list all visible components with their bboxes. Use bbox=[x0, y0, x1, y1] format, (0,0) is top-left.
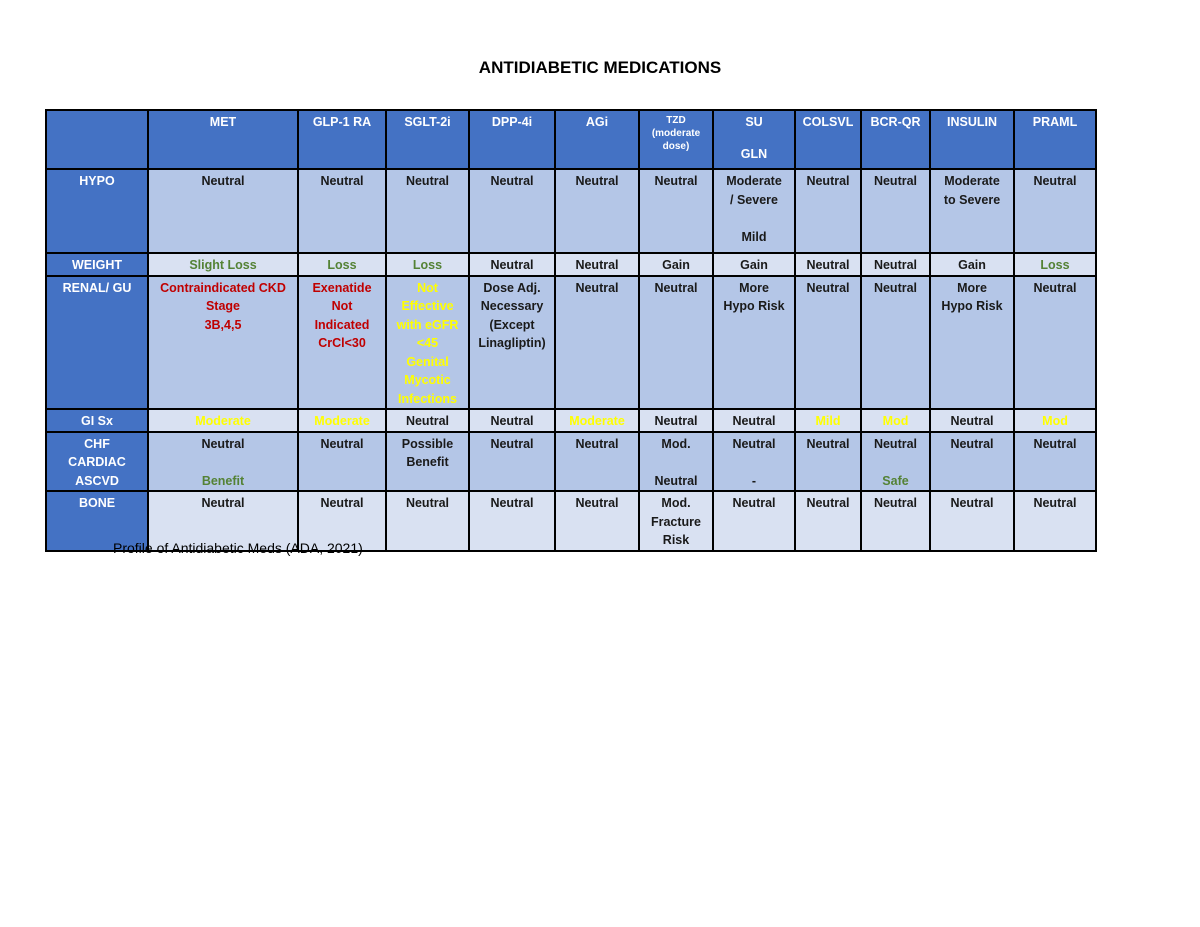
cell-gi-agi: Moderate bbox=[555, 409, 639, 432]
cell-renal-glp1-line1: Exenatide bbox=[312, 280, 372, 295]
cell-renal-glp1-line4: CrCl<30 bbox=[318, 336, 366, 350]
cell-gi-insulin: Neutral bbox=[930, 409, 1014, 432]
row-weight bbox=[46, 253, 1096, 276]
cell-chf-bcrqr-line1: Neutral bbox=[873, 436, 918, 451]
header-tzd-line1: TZD bbox=[666, 115, 686, 126]
cell-gi-su: Neutral bbox=[713, 409, 795, 432]
cell-chf-tzd-line1: Mod. bbox=[661, 436, 691, 451]
cell-chf-bcrqr bbox=[861, 432, 930, 492]
header-praml: PRAML bbox=[1014, 110, 1096, 169]
row-gi bbox=[46, 409, 1096, 432]
cell-chf-sglt2-line1: Possible bbox=[401, 436, 454, 451]
cell-chf-met bbox=[148, 432, 298, 492]
cell-hypo-agi: Neutral bbox=[555, 169, 639, 253]
cell-renal-insulin-line2: Hypo Risk bbox=[941, 299, 1003, 313]
cell-chf-praml: Neutral bbox=[1014, 432, 1096, 492]
cell-hypo-insulin-line1: Moderate bbox=[944, 174, 1000, 188]
cell-weight-dpp4: Neutral bbox=[469, 253, 555, 276]
cell-chf-su-line2: - bbox=[751, 473, 757, 488]
cell-weight-sglt2: Loss bbox=[386, 253, 469, 276]
cell-weight-insulin: Gain bbox=[930, 253, 1014, 276]
cell-hypo-tzd: Neutral bbox=[639, 169, 713, 253]
header-tzd bbox=[639, 110, 713, 169]
cell-renal-colsvl: Neutral bbox=[795, 276, 861, 410]
cell-gi-met: Moderate bbox=[148, 409, 298, 432]
header-su bbox=[713, 110, 795, 169]
cell-hypo-insulin bbox=[930, 169, 1014, 253]
cell-hypo-insulin-line2: to Severe bbox=[943, 192, 1001, 207]
cell-renal-bcrqr: Neutral bbox=[861, 276, 930, 410]
row-renal bbox=[46, 276, 1096, 410]
cell-hypo-praml: Neutral bbox=[1014, 169, 1096, 253]
cell-renal-sglt2-line7: Infections bbox=[397, 391, 458, 406]
cell-chf-sglt2 bbox=[386, 432, 469, 492]
header-tzd-line3: dose) bbox=[662, 141, 690, 152]
row-label-chf-line3: ASCVD bbox=[75, 473, 119, 488]
row-label-bone: BONE bbox=[46, 491, 148, 551]
header-corner bbox=[46, 110, 148, 169]
cell-hypo-su bbox=[713, 169, 795, 253]
cell-weight-glp1: Loss bbox=[298, 253, 386, 276]
cell-gi-colsvl: Mild bbox=[795, 409, 861, 432]
cell-renal-sglt2-line3: with eGFR bbox=[396, 317, 459, 332]
cell-weight-met: Slight Loss bbox=[148, 253, 298, 276]
cell-chf-su bbox=[713, 432, 795, 492]
cell-renal-dpp4-line4: Linagliptin) bbox=[478, 336, 546, 350]
cell-bone-colsvl: Neutral bbox=[795, 491, 861, 551]
cell-chf-tzd-line2: Neutral bbox=[654, 473, 698, 488]
cell-chf-glp1: Neutral bbox=[298, 432, 386, 492]
table-caption: Profile of Antidiabetic Meds (ADA, 2021) bbox=[113, 540, 363, 556]
cell-renal-met-line1: Contraindicated CKD bbox=[160, 280, 286, 295]
row-label-chf bbox=[46, 432, 148, 492]
cell-renal-su bbox=[713, 276, 795, 410]
cell-renal-sglt2-line4: <45 bbox=[416, 336, 439, 350]
cell-renal-sglt2-line6: Mycotic bbox=[404, 373, 451, 387]
cell-bone-tzd-line3: Risk bbox=[662, 533, 690, 547]
cell-bone-sglt2: Neutral bbox=[386, 491, 469, 551]
cell-bone-insulin: Neutral bbox=[930, 491, 1014, 551]
cell-bone-bcrqr: Neutral bbox=[861, 491, 930, 551]
medications-table bbox=[45, 109, 1097, 552]
cell-renal-met bbox=[148, 276, 298, 410]
cell-weight-colsvl: Neutral bbox=[795, 253, 861, 276]
cell-hypo-met: Neutral bbox=[148, 169, 298, 253]
cell-renal-dpp4-line3: (Except bbox=[489, 317, 535, 332]
cell-bone-tzd-line1: Mod. bbox=[661, 496, 691, 510]
cell-renal-glp1 bbox=[298, 276, 386, 410]
cell-bone-tzd-line2: Fracture bbox=[650, 514, 702, 529]
row-label-chf-line1: CHF bbox=[84, 436, 110, 451]
cell-hypo-su-line2: / Severe bbox=[730, 192, 778, 207]
row-label-chf-line2: CARDIAC bbox=[68, 455, 126, 469]
cell-chf-su-line1: Neutral bbox=[732, 436, 776, 451]
header-dpp4: DPP-4i bbox=[469, 110, 555, 169]
row-label-weight: WEIGHT bbox=[46, 253, 148, 276]
header-row bbox=[46, 110, 1096, 169]
row-label-renal: RENAL/ GU bbox=[46, 276, 148, 410]
cell-hypo-su-line1: Moderate bbox=[726, 174, 782, 188]
cell-renal-praml: Neutral bbox=[1014, 276, 1096, 410]
cell-chf-met-line1: Neutral bbox=[201, 436, 245, 451]
cell-hypo-bcrqr: Neutral bbox=[861, 169, 930, 253]
cell-weight-su: Gain bbox=[713, 253, 795, 276]
header-insulin: INSULIN bbox=[930, 110, 1014, 169]
cell-renal-agi: Neutral bbox=[555, 276, 639, 410]
cell-chf-dpp4: Neutral bbox=[469, 432, 555, 492]
cell-hypo-dpp4: Neutral bbox=[469, 169, 555, 253]
cell-renal-dpp4 bbox=[469, 276, 555, 410]
cell-gi-bcrqr: Mod bbox=[861, 409, 930, 432]
cell-chf-met-line2: Benefit bbox=[201, 473, 245, 488]
cell-renal-tzd: Neutral bbox=[639, 276, 713, 410]
cell-renal-sglt2-line2: Effective bbox=[401, 299, 454, 313]
header-agi: AGi bbox=[555, 110, 639, 169]
cell-renal-dpp4-line2: Necessary bbox=[480, 299, 544, 313]
header-glp1: GLP-1 RA bbox=[298, 110, 386, 169]
cell-gi-praml: Mod bbox=[1014, 409, 1096, 432]
cell-renal-glp1-line2: Not bbox=[331, 299, 353, 313]
cell-bone-met: Neutral bbox=[148, 491, 298, 551]
cell-bone-agi: Neutral bbox=[555, 491, 639, 551]
header-colsvl: COLSVL bbox=[795, 110, 861, 169]
cell-renal-su-line2: Hypo Risk bbox=[723, 299, 785, 313]
cell-renal-met-line3: 3B,4,5 bbox=[204, 317, 242, 332]
header-sglt2: SGLT-2i bbox=[386, 110, 469, 169]
header-met: MET bbox=[148, 110, 298, 169]
cell-renal-su-line1: More bbox=[739, 280, 769, 295]
cell-chf-bcrqr-line2: Safe bbox=[882, 473, 909, 488]
cell-chf-colsvl: Neutral bbox=[795, 432, 861, 492]
cell-hypo-colsvl: Neutral bbox=[795, 169, 861, 253]
cell-chf-insulin: Neutral bbox=[930, 432, 1014, 492]
header-tzd-line2: (moderate bbox=[651, 128, 701, 139]
cell-bone-praml: Neutral bbox=[1014, 491, 1096, 551]
cell-renal-dpp4-line1: Dose Adj. bbox=[483, 280, 541, 295]
cell-weight-tzd: Gain bbox=[639, 253, 713, 276]
cell-hypo-sglt2: Neutral bbox=[386, 169, 469, 253]
cell-renal-sglt2-line1: Not bbox=[417, 280, 438, 295]
cell-renal-glp1-line3: Indicated bbox=[314, 317, 370, 332]
cell-renal-insulin bbox=[930, 276, 1014, 410]
cell-chf-tzd bbox=[639, 432, 713, 492]
row-label-hypo: HYPO bbox=[46, 169, 148, 253]
row-chf bbox=[46, 432, 1096, 492]
header-su-label: SU bbox=[745, 115, 763, 129]
row-label-gi: GI Sx bbox=[46, 409, 148, 432]
cell-renal-met-line2: Stage bbox=[205, 299, 241, 313]
cell-renal-sglt2-line5: Genital bbox=[406, 354, 449, 369]
cell-renal-insulin-line1: More bbox=[957, 280, 987, 295]
cell-chf-sglt2-line2: Benefit bbox=[406, 455, 449, 469]
header-gln-label: GLN bbox=[740, 146, 768, 161]
cell-gi-glp1: Moderate bbox=[298, 409, 386, 432]
cell-renal-sglt2 bbox=[386, 276, 469, 410]
cell-bone-tzd bbox=[639, 491, 713, 551]
cell-gi-tzd: Neutral bbox=[639, 409, 713, 432]
cell-gi-sglt2: Neutral bbox=[386, 409, 469, 432]
row-hypo bbox=[46, 169, 1096, 253]
cell-hypo-gln: Mild bbox=[741, 229, 767, 244]
cell-gi-dpp4: Neutral bbox=[469, 409, 555, 432]
cell-bone-dpp4: Neutral bbox=[469, 491, 555, 551]
header-bcrqr: BCR-QR bbox=[861, 110, 930, 169]
page-title: ANTIDIABETIC MEDICATIONS bbox=[478, 58, 722, 77]
cell-hypo-glp1: Neutral bbox=[298, 169, 386, 253]
cell-bone-su: Neutral bbox=[713, 491, 795, 551]
cell-weight-agi: Neutral bbox=[555, 253, 639, 276]
cell-chf-agi: Neutral bbox=[555, 432, 639, 492]
cell-weight-bcrqr: Neutral bbox=[861, 253, 930, 276]
cell-bone-glp1: Neutral bbox=[298, 491, 386, 551]
cell-weight-praml: Loss bbox=[1014, 253, 1096, 276]
